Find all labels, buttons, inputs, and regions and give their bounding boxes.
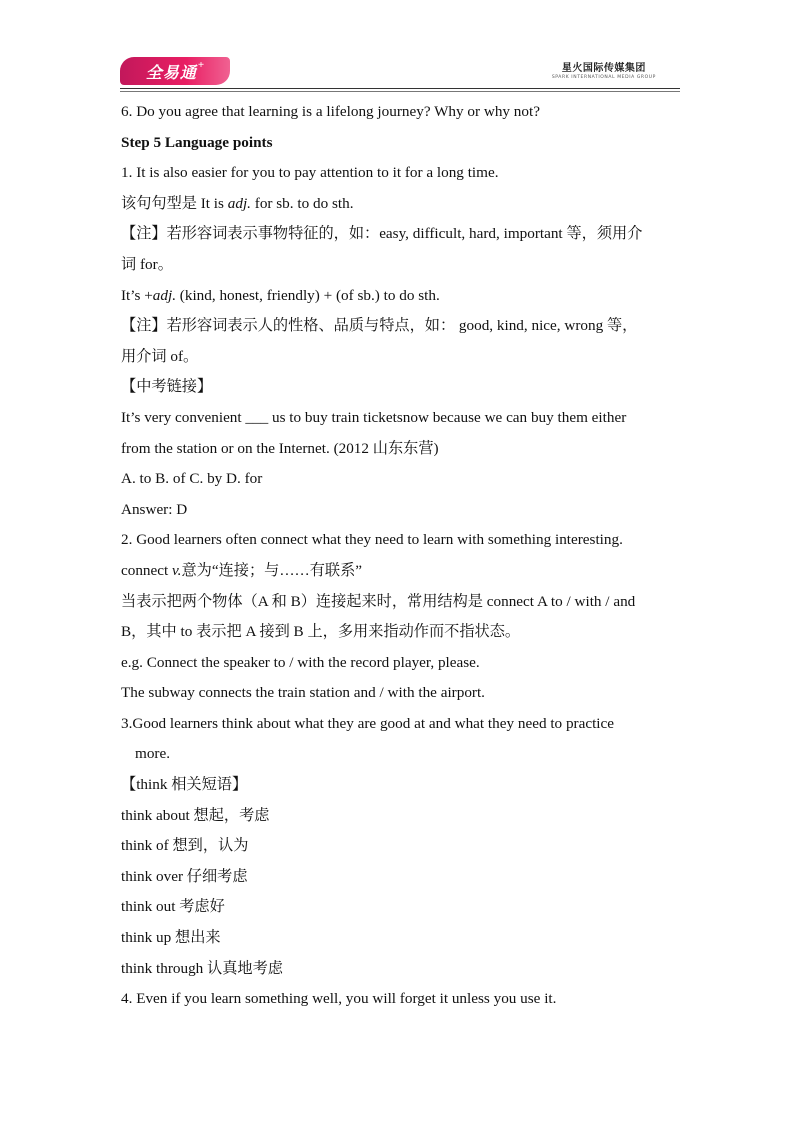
its-pattern [121,281,691,312]
think-of: think of 想到，认为 [121,837,249,855]
its-adj: adj. [152,286,176,304]
point-3-line-2: more. [135,745,171,763]
logo-plus: + [197,59,205,71]
page-header [120,55,680,87]
think-about: think about 想起，考虑 [121,806,270,824]
think-phrases-heading: 【think 相关短语】 [121,776,248,794]
connect-note-line-2: B，其中 to 表示把 A 接到 B 上，多用来指动作而不指状态。 [121,623,521,641]
publisher-name-en: SPARK INTERNATIONAL MEDIA GROUP [551,75,656,80]
step-5-heading: Step 5 Language points [121,133,273,151]
document-body [121,97,691,1015]
think-up: think up 想出来 [121,929,221,947]
point-2: 2. Good learners often connect what they need to learn with something interesting. [121,531,623,549]
point-4: 4. Even if you learn something well, you will forget it unless you use it. [121,990,557,1008]
think-out: think out 考虑好 [121,898,225,916]
point-1-pattern [121,189,691,220]
pattern-text-b: for sb. to do sth. [250,194,354,212]
zhongkao-question-line-1: It’s very convenient ___ us to buy train ticketsnow because we can buy them either [121,408,627,426]
brand-logo [120,57,230,85]
example-2: The subway connects the train station and / with the airport. [121,684,485,702]
zhongkao-link-heading: 【中考链接】 [121,378,213,396]
connect-word: connect [121,561,173,579]
connect-note-line-1: 当表示把两个物体（A 和 B）连接起来时，常用结构是 connect A to / with / and [121,592,636,610]
its-text-b: (kind, honest, friendly) + (of sb.) to do sth. [176,286,440,304]
its-text-a: It’s + [121,286,153,304]
think-over: think over 仔细考虑 [121,867,248,885]
zhongkao-question-line-2: from the station or on the Internet. (2012 山东东营) [121,439,439,457]
point-3-line-1: 3.Good learners think about what they are good at and what they need to practice [121,714,615,732]
note-1-line-1: 【注】若形容词表示事物特征的，如：easy, difficult, hard, important 等，须用介 [121,225,643,243]
publisher-brand [552,59,656,80]
connect-meaning [121,556,691,587]
zhongkao-answer: Answer: D [121,500,188,518]
pattern-adj: adj. [227,194,251,212]
publisher-name-cn: 星火国际传媒集团 [561,63,646,74]
header-rule-thin [120,91,680,92]
logo-text: 全易通 [145,62,197,82]
connect-pos: v. [172,561,182,579]
connect-definition: 意为“连接；与……有联系” [181,561,362,579]
think-through: think through 认真地考虑 [121,959,283,977]
point-1: 1. It is also easier for you to pay attention to it for a long time. [121,164,499,182]
question-6: 6. Do you agree that learning is a lifelong journey? Why or why not? [121,103,540,120]
pattern-text-a: 该句句型是 It is [121,194,228,212]
note-2-line-1: 【注】若形容词表示人的性格、品质与特点，如： good, kind, nice, wrong 等， [121,317,638,335]
example-1: e.g. Connect the speaker to / with the record player, please. [121,653,480,671]
zhongkao-options: A. to B. of C. by D. for [121,470,263,488]
note-2-line-2: 用介词 of。 [121,347,199,365]
header-rule [120,88,680,89]
note-1-line-2: 词 for。 [121,255,173,273]
